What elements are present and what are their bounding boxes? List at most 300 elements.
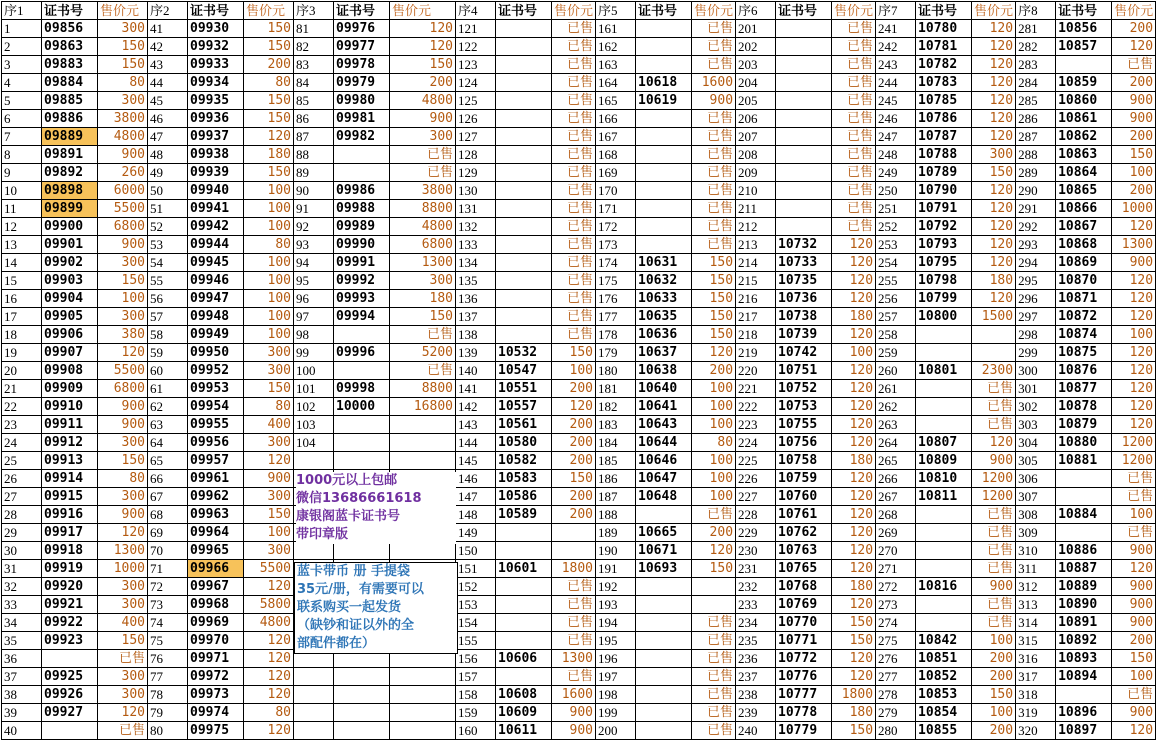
cert-number-cell: 10582	[496, 452, 552, 470]
cert-number-cell: 10862	[1056, 128, 1112, 146]
cert-number-cell: 10758	[776, 452, 832, 470]
seq-cell: 53	[148, 236, 188, 254]
cert-number-cell: 09900	[42, 218, 98, 236]
note-line: 带印章版	[296, 527, 349, 542]
seq-cell: 67	[148, 488, 188, 506]
cert-number-cell: 09971	[188, 650, 244, 668]
price-cell: 16800	[390, 398, 456, 416]
table-row	[2, 470, 1156, 488]
seq-cell: 237	[736, 668, 776, 686]
cert-number-cell: 10589	[496, 506, 552, 524]
price-cell: 5500	[244, 560, 294, 578]
price-cell: 120	[390, 20, 456, 38]
seq-cell: 5	[2, 92, 42, 110]
seq-cell: 35	[2, 632, 42, 650]
seq-cell: 311	[1016, 560, 1056, 578]
price-cell: 100	[692, 452, 736, 470]
price-cell: 180	[390, 290, 456, 308]
cert-number-cell	[496, 326, 552, 344]
seq-cell: 298	[1016, 326, 1056, 344]
cert-number-cell: 09902	[42, 254, 98, 272]
price-cell: 已售	[692, 218, 736, 236]
seq-cell: 32	[2, 578, 42, 596]
seq-cell: 253	[876, 236, 916, 254]
price-cell: 1300	[1112, 236, 1156, 254]
seq-cell: 318	[1016, 686, 1056, 704]
seq-cell: 233	[736, 596, 776, 614]
price-cell: 180	[972, 272, 1016, 290]
price-cell: 150	[832, 614, 876, 632]
cert-number-cell	[334, 542, 390, 560]
price-cell: 已售	[390, 362, 456, 380]
cert-number-cell	[916, 506, 972, 524]
price-cell: 200	[1112, 182, 1156, 200]
seq-cell: 173	[596, 236, 636, 254]
price-cell: 150	[98, 452, 148, 470]
seq-cell: 284	[1016, 74, 1056, 92]
cert-number-cell: 10856	[1056, 20, 1112, 38]
seq-cell: 183	[596, 416, 636, 434]
price-cell: 120	[390, 38, 456, 56]
price-cell: 120	[1112, 722, 1156, 740]
seq-cell: 288	[1016, 146, 1056, 164]
seq-cell: 133	[456, 236, 496, 254]
price-cell: 100	[244, 254, 294, 272]
price-cell: 100	[832, 344, 876, 362]
price-cell: 150	[692, 290, 736, 308]
cert-number-cell	[636, 164, 692, 182]
seq-cell: 61	[148, 380, 188, 398]
seq-cell: 65	[148, 452, 188, 470]
cert-number-cell: 09940	[188, 182, 244, 200]
price-cell: 已售	[692, 56, 736, 74]
price-cell: 900	[552, 704, 596, 722]
price-cell: 150	[98, 56, 148, 74]
cert-number-cell	[334, 722, 390, 740]
seq-cell: 175	[596, 272, 636, 290]
seq-cell: 187	[596, 488, 636, 506]
price-cell: 80	[692, 434, 736, 452]
seq-cell: 286	[1016, 110, 1056, 128]
cert-number-cell: 10859	[1056, 74, 1112, 92]
seq-cell: 25	[2, 452, 42, 470]
cert-number-cell: 09992	[334, 272, 390, 290]
price-cell: 已售	[390, 146, 456, 164]
cert-number-cell: 10876	[1056, 362, 1112, 380]
seq-cell: 299	[1016, 344, 1056, 362]
seq-cell: 121	[456, 20, 496, 38]
cert-number-cell: 10769	[776, 596, 832, 614]
price-cell: 900	[98, 398, 148, 416]
cert-number-cell: 10782	[916, 56, 972, 74]
column-header: 证书号	[496, 2, 552, 20]
cert-number-cell	[636, 614, 692, 632]
seq-cell: 307	[1016, 488, 1056, 506]
price-cell: 已售	[972, 398, 1016, 416]
price-cell: 已售	[552, 272, 596, 290]
cert-number-cell	[496, 200, 552, 218]
price-cell: 180	[244, 146, 294, 164]
table-row	[2, 74, 1156, 92]
seq-cell: 143	[456, 416, 496, 434]
price-cell	[390, 452, 456, 470]
price-cell: 200	[1112, 632, 1156, 650]
cert-number-cell: 09982	[334, 128, 390, 146]
cert-number-cell: 09910	[42, 398, 98, 416]
seq-cell: 267	[876, 488, 916, 506]
price-cell: 已售	[692, 686, 736, 704]
cert-number-cell: 09886	[42, 110, 98, 128]
seq-cell: 231	[736, 560, 776, 578]
seq-cell: 69	[148, 524, 188, 542]
seq-cell: 159	[456, 704, 496, 722]
seq-cell: 186	[596, 470, 636, 488]
seq-cell: 248	[876, 146, 916, 164]
table-row	[2, 578, 1156, 596]
seq-cell: 190	[596, 542, 636, 560]
price-cell: 120	[972, 236, 1016, 254]
price-cell: 已售	[832, 92, 876, 110]
seq-cell: 146	[456, 470, 496, 488]
price-cell: 150	[390, 56, 456, 74]
price-cell	[390, 542, 456, 560]
seq-cell: 300	[1016, 362, 1056, 380]
seq-cell: 149	[456, 524, 496, 542]
seq-cell: 52	[148, 218, 188, 236]
cert-number-cell: 09994	[334, 308, 390, 326]
price-cell: 已售	[552, 20, 596, 38]
price-cell: 120	[972, 254, 1016, 272]
cert-number-cell: 10648	[636, 488, 692, 506]
cert-number-cell: 10807	[916, 434, 972, 452]
cert-number-cell: 10800	[916, 308, 972, 326]
seq-cell: 7	[2, 128, 42, 146]
cert-number-cell: 09965	[188, 542, 244, 560]
cert-number-cell: 09884	[42, 74, 98, 92]
cert-number-cell: 10761	[776, 506, 832, 524]
price-cell: 150	[832, 722, 876, 740]
price-cell	[390, 416, 456, 434]
seq-cell: 283	[1016, 56, 1056, 74]
price-cell: 900	[1112, 110, 1156, 128]
seq-cell: 275	[876, 632, 916, 650]
seq-cell: 285	[1016, 92, 1056, 110]
table-row	[2, 650, 1156, 668]
cert-number-cell: 09947	[188, 290, 244, 308]
seq-cell: 176	[596, 290, 636, 308]
cert-number-cell: 10000	[334, 398, 390, 416]
price-cell: 已售	[98, 650, 148, 668]
price-cell: 已售	[552, 578, 596, 596]
seq-cell: 209	[736, 164, 776, 182]
cert-number-cell: 10880	[1056, 434, 1112, 452]
column-header: 证书号	[1056, 2, 1112, 20]
cert-number-cell	[1056, 470, 1112, 488]
price-cell: 1300	[390, 254, 456, 272]
price-cell: 已售	[692, 668, 736, 686]
seq-cell: 31	[2, 560, 42, 578]
seq-cell: 82	[294, 38, 334, 56]
cert-number-cell: 10897	[1056, 722, 1112, 740]
cert-number-cell: 10889	[1056, 578, 1112, 596]
seq-cell: 161	[596, 20, 636, 38]
seq-cell: 87	[294, 128, 334, 146]
price-cell: 150	[390, 308, 456, 326]
price-cell: 已售	[552, 326, 596, 344]
cert-number-cell: 09962	[188, 488, 244, 506]
seq-cell: 289	[1016, 164, 1056, 182]
price-cell: 120	[832, 668, 876, 686]
price-cell: 120	[244, 578, 294, 596]
seq-cell: 265	[876, 452, 916, 470]
price-cell: 120	[832, 560, 876, 578]
seq-cell: 60	[148, 362, 188, 380]
seq-cell: 202	[736, 38, 776, 56]
cert-number-cell: 09889	[42, 128, 98, 146]
seq-cell: 215	[736, 272, 776, 290]
seq-cell: 302	[1016, 398, 1056, 416]
shipping-contact-note	[296, 472, 456, 544]
price-cell: 120	[832, 416, 876, 434]
seq-cell: 249	[876, 164, 916, 182]
cert-number-cell: 10785	[916, 92, 972, 110]
cert-number-cell: 09907	[42, 344, 98, 362]
cert-number-cell: 10792	[916, 218, 972, 236]
price-cell: 已售	[832, 128, 876, 146]
cert-number-cell: 09883	[42, 56, 98, 74]
cert-number-cell: 09923	[42, 632, 98, 650]
cert-number-cell	[636, 722, 692, 740]
seq-cell: 197	[596, 668, 636, 686]
note-line: 蓝卡带币 册 手提袋	[297, 564, 411, 579]
seq-cell: 266	[876, 470, 916, 488]
seq-cell: 254	[876, 254, 916, 272]
price-cell: 900	[552, 722, 596, 740]
cert-number-cell: 10631	[636, 254, 692, 272]
price-cell: 150	[552, 344, 596, 362]
cert-number-cell	[496, 524, 552, 542]
table-row	[2, 146, 1156, 164]
price-cell	[390, 434, 456, 452]
seq-cell: 236	[736, 650, 776, 668]
cert-number-cell	[1056, 524, 1112, 542]
price-cell: 已售	[1112, 470, 1156, 488]
seq-cell: 319	[1016, 704, 1056, 722]
cert-number-cell	[496, 542, 552, 560]
price-cell: 已售	[552, 254, 596, 272]
price-cell: 150	[692, 560, 736, 578]
price-cell: 300	[98, 668, 148, 686]
price-cell: 已售	[98, 722, 148, 740]
seq-cell: 68	[148, 506, 188, 524]
seq-cell: 134	[456, 254, 496, 272]
price-cell: 200	[972, 722, 1016, 740]
cert-number-cell: 09892	[42, 164, 98, 182]
seq-cell: 295	[1016, 272, 1056, 290]
cert-number-cell: 10871	[1056, 290, 1112, 308]
cert-number-cell	[636, 218, 692, 236]
price-cell: 1000	[1112, 200, 1156, 218]
cert-number-cell	[496, 74, 552, 92]
seq-cell: 47	[148, 128, 188, 146]
cert-number-cell: 09974	[188, 704, 244, 722]
cert-number-cell: 10863	[1056, 146, 1112, 164]
price-cell: 已售	[552, 668, 596, 686]
seq-cell: 89	[294, 164, 334, 182]
cert-number-cell: 09904	[42, 290, 98, 308]
seq-cell: 205	[736, 92, 776, 110]
price-cell: 180	[832, 578, 876, 596]
seq-cell: 204	[736, 74, 776, 92]
cert-number-cell	[496, 164, 552, 182]
cert-number-cell: 09988	[334, 200, 390, 218]
seq-cell: 62	[148, 398, 188, 416]
seq-cell: 162	[596, 38, 636, 56]
seq-cell: 150	[456, 542, 496, 560]
price-cell: 150	[98, 272, 148, 290]
cert-number-cell: 10801	[916, 362, 972, 380]
cert-number-cell: 09939	[188, 164, 244, 182]
price-cell: 100	[244, 200, 294, 218]
seq-cell: 239	[736, 704, 776, 722]
seq-cell: 272	[876, 578, 916, 596]
cert-number-cell	[636, 200, 692, 218]
cert-number-cell: 10874	[1056, 326, 1112, 344]
seq-cell: 140	[456, 362, 496, 380]
seq-cell: 10	[2, 182, 42, 200]
seq-cell: 144	[456, 434, 496, 452]
seq-cell: 56	[148, 290, 188, 308]
seq-cell: 235	[736, 632, 776, 650]
cert-number-cell: 10765	[776, 560, 832, 578]
price-cell: 已售	[972, 506, 1016, 524]
price-cell: 120	[832, 488, 876, 506]
seq-cell: 64	[148, 434, 188, 452]
cert-number-cell	[636, 236, 692, 254]
cert-number-cell: 09952	[188, 362, 244, 380]
price-cell: 已售	[1112, 524, 1156, 542]
cert-number-cell: 10671	[636, 542, 692, 560]
price-cell: 120	[832, 506, 876, 524]
price-cell: 120	[1112, 308, 1156, 326]
cert-number-cell: 10853	[916, 686, 972, 704]
price-cell: 900	[1112, 92, 1156, 110]
price-cell: 200	[552, 506, 596, 524]
price-cell: 100	[692, 380, 736, 398]
price-cell: 150	[244, 110, 294, 128]
seq-cell: 27	[2, 488, 42, 506]
price-cell: 已售	[972, 560, 1016, 578]
seq-cell: 220	[736, 362, 776, 380]
seq-cell: 164	[596, 74, 636, 92]
cert-number-cell: 10640	[636, 380, 692, 398]
cert-number-cell: 10781	[916, 38, 972, 56]
table-row	[2, 308, 1156, 326]
cert-number-cell	[42, 650, 98, 668]
price-cell: 300	[98, 488, 148, 506]
price-cell: 1600	[692, 74, 736, 92]
price-cell	[390, 668, 456, 686]
cert-number-cell: 09891	[42, 146, 98, 164]
seq-cell: 163	[596, 56, 636, 74]
table-row	[2, 272, 1156, 290]
price-cell: 100	[244, 290, 294, 308]
cert-number-cell: 10618	[636, 74, 692, 92]
column-header: 售价元	[1112, 2, 1156, 20]
seq-cell: 251	[876, 200, 916, 218]
seq-cell: 296	[1016, 290, 1056, 308]
price-cell: 120	[1112, 560, 1156, 578]
table-row	[2, 254, 1156, 272]
seq-cell: 315	[1016, 632, 1056, 650]
seq-cell: 90	[294, 182, 334, 200]
cert-number-cell	[496, 38, 552, 56]
cert-number-cell: 10777	[776, 686, 832, 704]
seq-cell: 104	[294, 434, 334, 452]
column-header: 证书号	[42, 2, 98, 20]
seq-cell: 264	[876, 434, 916, 452]
cert-number-cell: 10601	[496, 560, 552, 578]
price-cell: 100	[244, 218, 294, 236]
seq-cell: 88	[294, 146, 334, 164]
price-cell: 300	[98, 254, 148, 272]
price-cell: 150	[552, 470, 596, 488]
seq-cell: 185	[596, 452, 636, 470]
price-cell: 6800	[390, 236, 456, 254]
cert-number-cell: 09937	[188, 128, 244, 146]
cert-number-cell: 10877	[1056, 380, 1112, 398]
seq-cell: 49	[148, 164, 188, 182]
price-cell: 1200	[1112, 434, 1156, 452]
cert-number-cell: 09998	[334, 380, 390, 398]
price-cell: 180	[832, 308, 876, 326]
price-cell: 5500	[98, 200, 148, 218]
cert-number-cell	[496, 632, 552, 650]
seq-cell: 230	[736, 542, 776, 560]
cert-number-cell: 09919	[42, 560, 98, 578]
seq-cell: 54	[148, 254, 188, 272]
seq-cell: 39	[2, 704, 42, 722]
price-cell: 已售	[832, 182, 876, 200]
price-cell: 900	[1112, 596, 1156, 614]
price-cell: 已售	[390, 164, 456, 182]
cert-number-cell: 10791	[916, 200, 972, 218]
cert-number-cell: 09908	[42, 362, 98, 380]
table-row	[2, 524, 1156, 542]
cert-number-cell	[334, 146, 390, 164]
table-row	[2, 398, 1156, 416]
table-row	[2, 20, 1156, 38]
price-cell: 已售	[692, 110, 736, 128]
seq-cell: 306	[1016, 470, 1056, 488]
cert-number-cell	[334, 326, 390, 344]
cert-number-cell	[496, 668, 552, 686]
seq-cell: 314	[1016, 614, 1056, 632]
price-cell: 已售	[692, 236, 736, 254]
cert-number-cell: 10779	[776, 722, 832, 740]
column-header: 证书号	[188, 2, 244, 20]
price-cell: 150	[692, 308, 736, 326]
cert-number-cell: 09938	[188, 146, 244, 164]
cert-number-cell: 10547	[496, 362, 552, 380]
price-cell: 120	[1112, 380, 1156, 398]
price-cell: 300	[390, 128, 456, 146]
cert-number-cell	[334, 164, 390, 182]
price-cell: 已售	[552, 236, 596, 254]
cert-number-cell: 09934	[188, 74, 244, 92]
seq-cell: 308	[1016, 506, 1056, 524]
cert-number-cell: 10752	[776, 380, 832, 398]
